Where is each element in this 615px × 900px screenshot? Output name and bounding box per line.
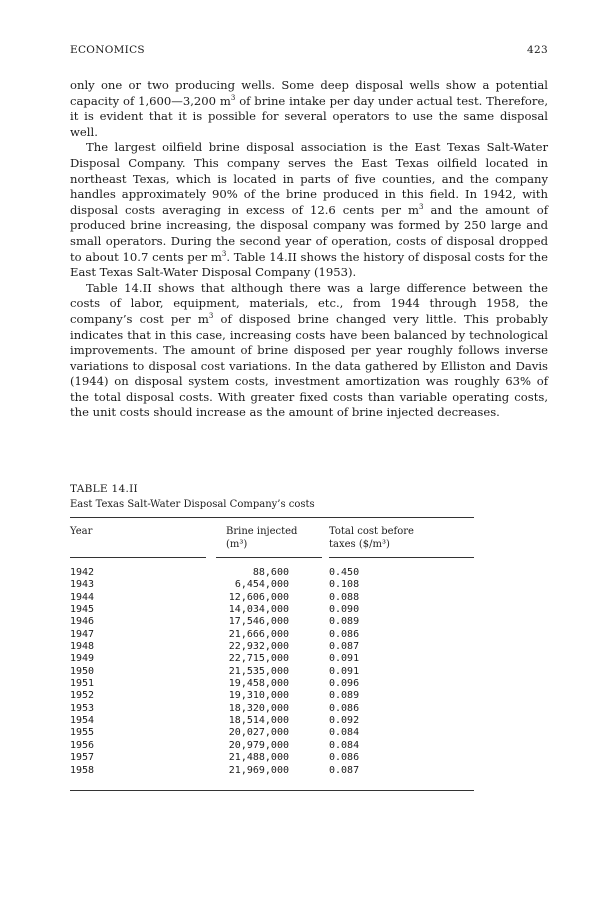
cell-total-cost: 0.086 [329,628,360,640]
cell-year: 1952 [70,690,95,702]
cell-brine-injected: 14,034,000 [228,604,289,616]
table-row [70,678,490,690]
cell-year: 1949 [70,653,95,665]
cell-year: 1944 [70,591,95,603]
running-header [70,44,548,60]
cell-total-cost: 0.108 [329,579,360,591]
cell-total-cost: 0.096 [329,678,360,690]
cell-brine-injected: 17,546,000 [228,616,289,628]
table-row [70,727,490,739]
cell-year: 1948 [70,641,95,653]
table-row [70,690,490,702]
column-header-brine [226,525,297,551]
cell-total-cost: 0.087 [329,641,360,653]
cell-year: 1953 [70,702,95,714]
paragraph: The largest oilfield brine disposal association is the East Texas Salt-Water Disposal Company. This company serves the East Texas oilfield located in northeast Texas, which is located in parts of five counties, and the company handles approximately 90% of the brine produced in this field. In 1942, with disposal costs averaging in excess of 12.6 cents per $m^3$ and the amount of produced brine increasing, the disposal company was formed by 250 large and small operators. During the second year of operation, costs of disposal dropped to about 10.7 cents per $m^3$. Table 14.II shows the history of disposal costs for the East Texas Salt-Water Disposal Company (1953). [70,140,548,280]
table-top-rule [70,517,474,518]
cell-total-cost: 0.084 [329,739,360,751]
cell-year: 1958 [70,764,95,776]
cell-brine-injected: 22,932,000 [228,641,289,653]
cell-brine-injected: 21,535,000 [228,665,289,677]
paragraph: only one or two producing wells. Some deep disposal wells show a potential capacity of 1,600—3,200 $m^3$ of brine intake per day under actual test. Therefore, it is evident that it is possible for several operators to use the same disposal well. [70,78,548,139]
table-bottom-rule [70,790,474,791]
table-row [70,703,490,715]
cell-year: 1950 [70,665,95,677]
cell-year: 1945 [70,604,95,616]
paragraph: Table 14.II shows that although there was a large difference between the costs of labor, equipment, materials, etc., from 1944 through 1958, the company’s cost per $m^3$ of disposed brine changed very little. This probably indicates that in this case, increasing costs have been balanced by technological improvements. The amount of brine disposed per year roughly follows inverse variations to disposal cost variations. In the data gathered by Elliston and Davis (1944) on disposal system costs, investment amortization was roughly 63% of the total disposal costs. With greater fixed costs than variable operating costs, the unit costs should increase as the amount of brine injected decreases. [70,280,548,420]
table-row [70,629,490,641]
cell-brine-injected: 19,458,000 [228,678,289,690]
cell-year: 1957 [70,752,95,764]
table-row [70,641,490,653]
table-row [70,653,490,665]
cell-total-cost: 0.089 [329,616,360,628]
cell-year: 1942 [70,567,95,578]
table-row [70,765,490,777]
cell-brine-injected: 18,320,000 [228,702,289,714]
table-row [70,715,490,727]
running-header-title: ECONOMICS [70,44,145,56]
page-number: 423 [527,44,548,56]
cell-total-cost: 0.091 [329,653,360,665]
table-row [70,604,490,616]
column-header-year: Year [70,526,93,537]
table-row [70,666,490,678]
header-rule-brine [216,557,322,558]
cell-year: 1943 [70,579,95,591]
cell-year: 1951 [70,678,95,690]
cell-total-cost: 0.087 [329,764,360,776]
body-text [70,78,548,421]
cell-total-cost: 0.089 [329,690,360,702]
cell-brine-injected: 20,027,000 [228,727,289,739]
table-row [70,579,490,591]
cell-total-cost: 0.088 [329,591,360,603]
column-header-brine-unit: (m³) [226,539,248,550]
cell-total-cost: 0.091 [329,665,360,677]
cell-year: 1956 [70,739,95,751]
column-header-cost-label: Total cost before [329,526,414,537]
cell-brine-injected: 18,514,000 [228,715,289,727]
cell-year: 1955 [70,727,95,739]
cell-total-cost: 0.084 [329,727,360,739]
cell-total-cost: 0.092 [329,715,360,727]
cell-brine-injected: 21,488,000 [228,752,289,764]
cell-brine-injected: 20,979,000 [228,739,289,751]
header-rule-cost [329,557,474,558]
cell-total-cost: 0.450 [329,567,360,578]
table-row [70,740,490,752]
table-body [70,567,490,777]
cell-brine-injected: 22,715,000 [228,653,289,665]
header-rule-year [70,557,206,558]
cell-year: 1946 [70,616,95,628]
table-caption: East Texas Salt-Water Disposal Company’s costs [70,499,315,510]
cell-brine-injected: 88,600 [252,567,289,578]
table-row [70,752,490,764]
table-row [70,567,490,579]
cell-brine-injected: 12,606,000 [228,591,289,603]
cell-brine-injected: 19,310,000 [228,690,289,702]
column-header-cost-unit: taxes ($/m³) [329,539,390,550]
cell-total-cost: 0.090 [329,604,360,616]
cell-brine-injected: 6,454,000 [234,579,289,591]
cell-year: 1947 [70,628,95,640]
cell-total-cost: 0.086 [329,752,360,764]
column-header-brine-label: Brine injected [226,526,298,537]
column-header-cost [329,525,414,551]
cell-total-cost: 0.086 [329,702,360,714]
cell-brine-injected: 21,969,000 [228,764,289,776]
cell-year: 1954 [70,715,95,727]
table-row [70,592,490,604]
table-label: TABLE 14.II [70,483,138,495]
table-row [70,616,490,628]
cell-brine-injected: 21,666,000 [228,628,289,640]
